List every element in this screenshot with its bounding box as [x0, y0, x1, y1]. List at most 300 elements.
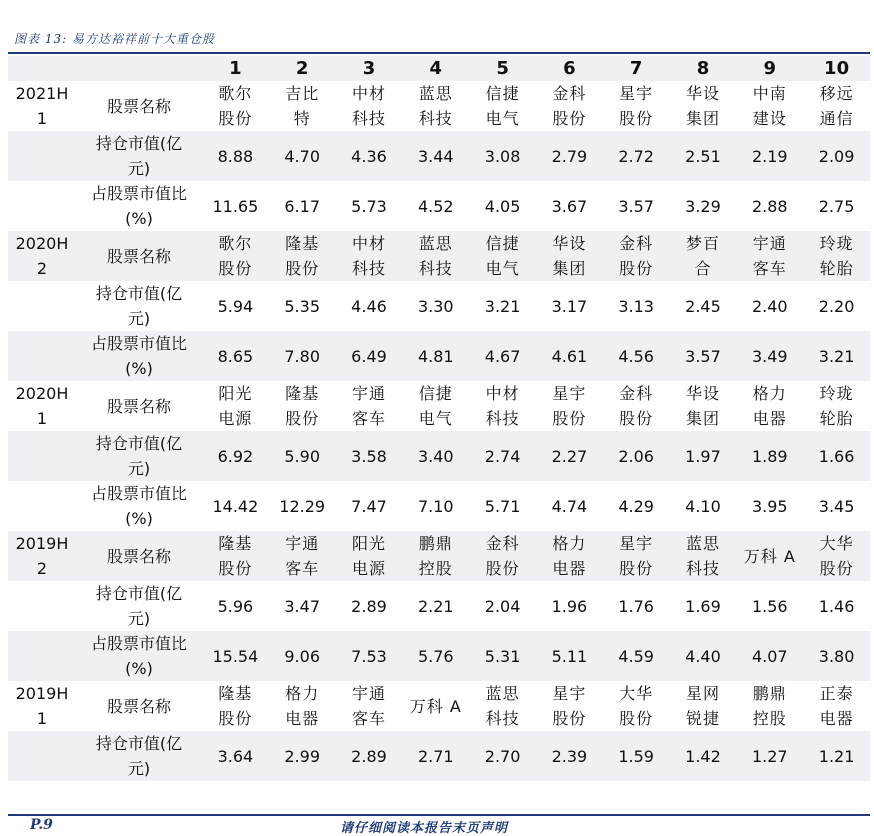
cell-value: 4.67 — [484, 346, 521, 366]
period-cell — [8, 181, 76, 231]
period-cell — [8, 581, 76, 631]
cell-value: 11.65 — [212, 196, 259, 216]
stock-name-cell — [202, 231, 269, 281]
stock-name: 梦百 合 — [685, 234, 720, 278]
table-row — [8, 481, 870, 531]
period-cell — [8, 731, 76, 781]
stock-name-cell — [803, 381, 870, 431]
stock-name-cell — [336, 81, 403, 131]
stock-name: 信捷 电气 — [485, 84, 520, 128]
cell-value: 1.76 — [618, 596, 654, 616]
cell-value: 6.92 — [217, 446, 254, 466]
value-cell — [269, 281, 336, 331]
cell-value: 5.94 — [217, 296, 254, 316]
stock-name-cell — [603, 81, 670, 131]
stock-name-cell — [469, 381, 536, 431]
stock-name-cell — [402, 81, 469, 131]
cell-value: 2.89 — [351, 746, 387, 766]
value-cell — [670, 731, 737, 781]
table-row — [8, 631, 870, 681]
stock-name-cell — [469, 531, 536, 581]
column-header-3: 3 — [336, 56, 403, 81]
value-cell — [803, 431, 870, 481]
value-cell — [202, 481, 269, 531]
cell-value: 1.46 — [818, 596, 855, 616]
stock-name: 宇通 客车 — [351, 384, 386, 428]
value-cell — [269, 631, 336, 681]
cell-value: 4.59 — [618, 646, 654, 666]
cell-value: 3.21 — [484, 296, 521, 316]
stock-name-cell — [402, 381, 469, 431]
value-cell — [402, 431, 469, 481]
stock-name: 隆基 股份 — [285, 384, 320, 428]
cell-value: 3.21 — [818, 346, 855, 366]
stock-name: 中材 科技 — [351, 234, 386, 278]
holdings-table — [8, 56, 870, 781]
column-header-6: 6 — [536, 56, 603, 81]
value-cell — [736, 631, 803, 681]
value-cell — [803, 331, 870, 381]
metric-cell — [76, 131, 202, 181]
value-cell — [402, 331, 469, 381]
stock-name: 万科 A — [743, 546, 796, 566]
header-blank-period — [8, 56, 76, 81]
stock-name: 蓝思 科技 — [418, 84, 453, 128]
cell-value: 1.66 — [818, 446, 855, 466]
stock-name-cell — [736, 531, 803, 581]
stock-name: 信捷 电气 — [418, 384, 453, 428]
cell-value: 3.29 — [685, 196, 721, 216]
value-cell — [202, 181, 269, 231]
cell-value: 2.51 — [685, 146, 721, 166]
value-cell — [603, 731, 670, 781]
cell-value: 5.96 — [217, 596, 254, 616]
cell-value: 7.53 — [351, 646, 387, 666]
stock-name: 隆基 股份 — [218, 684, 253, 728]
cell-value: 4.36 — [351, 146, 387, 166]
metric-label: 持仓市值(亿 元) — [95, 584, 183, 628]
stock-name-cell — [736, 231, 803, 281]
value-cell — [736, 281, 803, 331]
period-cell — [8, 281, 76, 331]
value-cell — [269, 481, 336, 531]
stock-name: 隆基 股份 — [285, 234, 320, 278]
table-caption: 图表 13: 易方达裕祥前十大重仓股 — [14, 32, 215, 46]
cell-value: 1.97 — [685, 446, 721, 466]
stock-name-cell — [402, 531, 469, 581]
cell-value: 5.11 — [551, 646, 588, 666]
stock-name: 大华 股份 — [619, 684, 654, 728]
cell-value: 2.75 — [818, 196, 855, 216]
stock-name: 中材 科技 — [485, 384, 520, 428]
period-cell — [8, 131, 76, 181]
value-cell — [402, 281, 469, 331]
value-cell — [603, 181, 670, 231]
stock-name: 星宇 股份 — [552, 684, 587, 728]
column-header-2: 2 — [269, 56, 336, 81]
stock-name: 金科 股份 — [619, 234, 654, 278]
cell-value: 2.45 — [685, 296, 721, 316]
table-row — [8, 681, 870, 731]
value-cell — [202, 281, 269, 331]
metric-cell — [76, 181, 202, 231]
stock-name: 宇通 客车 — [285, 534, 320, 578]
metric-cell — [76, 231, 202, 281]
cell-value: 2.70 — [484, 746, 521, 766]
cell-value: 2.06 — [618, 446, 654, 466]
value-cell — [202, 431, 269, 481]
value-cell — [402, 131, 469, 181]
cell-value: 3.57 — [685, 346, 721, 366]
value-cell — [336, 181, 403, 231]
cell-value: 3.67 — [551, 196, 588, 216]
stock-name: 中材 科技 — [351, 84, 386, 128]
stock-name-cell — [469, 81, 536, 131]
stock-name: 鹏鼎 控股 — [752, 684, 787, 728]
cell-value: 3.44 — [417, 146, 454, 166]
column-header-8: 8 — [670, 56, 737, 81]
stock-name: 玲珑 轮胎 — [819, 234, 854, 278]
stock-name-cell — [670, 681, 737, 731]
stock-name-cell — [336, 531, 403, 581]
table-row — [8, 81, 870, 131]
cell-value: 3.17 — [551, 296, 588, 316]
value-cell — [336, 481, 403, 531]
table-row — [8, 531, 870, 581]
column-header-5: 5 — [469, 56, 536, 81]
value-cell — [536, 731, 603, 781]
metric-label: 股票名称 — [106, 696, 171, 716]
cell-value: 6.49 — [351, 346, 387, 366]
period-label: 2020H 1 — [15, 384, 69, 428]
stock-name: 阳光 电源 — [218, 384, 253, 428]
stock-name: 万科 A — [409, 696, 462, 716]
cell-value: 3.64 — [217, 746, 254, 766]
cell-value: 2.89 — [351, 596, 387, 616]
stock-name: 格力 电器 — [752, 384, 787, 428]
value-cell — [536, 131, 603, 181]
metric-label: 持仓市值(亿 元) — [95, 734, 183, 778]
cell-value: 12.29 — [279, 496, 326, 516]
value-cell — [670, 431, 737, 481]
value-cell — [736, 181, 803, 231]
value-cell — [803, 731, 870, 781]
cell-value: 5.90 — [284, 446, 320, 466]
stock-name: 蓝思 科技 — [485, 684, 520, 728]
value-cell — [269, 731, 336, 781]
value-cell — [536, 181, 603, 231]
metric-label: 占股票市值比 (%) — [90, 334, 187, 378]
value-cell — [603, 331, 670, 381]
stock-name: 歌尔 股份 — [218, 234, 253, 278]
value-cell — [269, 181, 336, 231]
cell-value: 1.69 — [685, 596, 721, 616]
stock-name-cell — [469, 231, 536, 281]
cell-value: 9.06 — [284, 646, 320, 666]
value-cell — [736, 481, 803, 531]
stock-name-cell — [536, 681, 603, 731]
cell-value: 5.35 — [284, 296, 320, 316]
metric-label: 持仓市值(亿 元) — [95, 284, 183, 328]
stock-name: 吉比 特 — [285, 84, 320, 128]
cell-value: 2.79 — [551, 146, 588, 166]
period-cell — [8, 681, 76, 731]
cell-value: 4.05 — [484, 196, 521, 216]
period-cell — [8, 481, 76, 531]
value-cell — [603, 481, 670, 531]
metric-cell — [76, 381, 202, 431]
cell-value: 7.10 — [417, 496, 454, 516]
table-row — [8, 731, 870, 781]
period-label: 2020H 2 — [15, 234, 69, 278]
value-cell — [202, 131, 269, 181]
cell-value: 4.81 — [417, 346, 454, 366]
value-cell — [469, 731, 536, 781]
value-cell — [269, 431, 336, 481]
value-cell — [803, 131, 870, 181]
stock-name-cell — [336, 681, 403, 731]
cell-value: 4.07 — [751, 646, 788, 666]
value-cell — [202, 331, 269, 381]
cell-value: 4.29 — [618, 496, 654, 516]
period-cell — [8, 431, 76, 481]
stock-name-cell — [603, 381, 670, 431]
stock-name-cell — [202, 681, 269, 731]
stock-name-cell — [736, 381, 803, 431]
value-cell — [269, 581, 336, 631]
metric-label: 占股票市值比 (%) — [90, 184, 187, 228]
stock-name-cell — [803, 231, 870, 281]
cell-value: 4.61 — [551, 346, 588, 366]
stock-name-cell — [736, 681, 803, 731]
cell-value: 4.46 — [351, 296, 387, 316]
cell-value: 2.74 — [484, 446, 521, 466]
value-cell — [402, 181, 469, 231]
cell-value: 1.21 — [818, 746, 855, 766]
stock-name-cell — [402, 681, 469, 731]
column-header-7: 7 — [603, 56, 670, 81]
cell-value: 15.54 — [212, 646, 259, 666]
cell-value: 4.56 — [618, 346, 654, 366]
cell-value: 7.80 — [284, 346, 320, 366]
cell-value: 8.65 — [217, 346, 254, 366]
stock-name: 华设 集团 — [685, 84, 720, 128]
stock-name-cell — [670, 81, 737, 131]
value-cell — [736, 431, 803, 481]
value-cell — [603, 631, 670, 681]
cell-value: 2.21 — [417, 596, 454, 616]
table-row — [8, 181, 870, 231]
cell-value: 3.58 — [351, 446, 387, 466]
value-cell — [536, 481, 603, 531]
cell-value: 7.47 — [351, 496, 387, 516]
stock-name: 星宇 股份 — [552, 384, 587, 428]
value-cell — [469, 581, 536, 631]
column-header-9: 9 — [736, 56, 803, 81]
value-cell — [536, 631, 603, 681]
cell-value: 2.88 — [751, 196, 788, 216]
table-row — [8, 381, 870, 431]
cell-value: 1.56 — [751, 596, 788, 616]
value-cell — [469, 481, 536, 531]
cell-value: 1.96 — [551, 596, 588, 616]
cell-value: 3.47 — [284, 596, 320, 616]
stock-name: 歌尔 股份 — [218, 84, 253, 128]
cell-value: 1.59 — [618, 746, 654, 766]
stock-name: 华设 集团 — [685, 384, 720, 428]
value-cell — [469, 131, 536, 181]
metric-cell — [76, 481, 202, 531]
bottom-rule — [8, 814, 870, 816]
stock-name: 正泰 电器 — [819, 684, 854, 728]
cell-value: 5.73 — [351, 196, 387, 216]
stock-name-cell — [536, 531, 603, 581]
cell-value: 2.20 — [818, 296, 855, 316]
stock-name: 金科 股份 — [552, 84, 587, 128]
value-cell — [202, 631, 269, 681]
stock-name: 大华 股份 — [819, 534, 854, 578]
cell-value: 3.13 — [618, 296, 654, 316]
stock-name-cell — [803, 531, 870, 581]
stock-name-cell — [536, 231, 603, 281]
stock-name: 中南 建设 — [752, 84, 787, 128]
value-cell — [269, 131, 336, 181]
cell-value: 4.74 — [551, 496, 588, 516]
period-cell — [8, 231, 76, 281]
cell-value: 8.88 — [217, 146, 254, 166]
metric-cell — [76, 331, 202, 381]
table-row — [8, 431, 870, 481]
value-cell — [670, 581, 737, 631]
cell-value: 3.08 — [484, 146, 521, 166]
value-cell — [670, 481, 737, 531]
period-cell — [8, 331, 76, 381]
period-label: 2019H 2 — [15, 534, 69, 578]
value-cell — [336, 131, 403, 181]
value-cell — [736, 331, 803, 381]
metric-cell — [76, 81, 202, 131]
cell-value: 4.70 — [284, 146, 320, 166]
table-body — [8, 81, 870, 781]
metric-label: 股票名称 — [106, 396, 171, 416]
stock-name-cell — [736, 81, 803, 131]
table-row — [8, 581, 870, 631]
cell-value: 5.71 — [484, 496, 521, 516]
value-cell — [536, 331, 603, 381]
cell-value: 4.52 — [417, 196, 454, 216]
stock-name-cell — [269, 681, 336, 731]
cell-value: 2.39 — [551, 746, 588, 766]
value-cell — [803, 481, 870, 531]
metric-label: 持仓市值(亿 元) — [95, 434, 183, 478]
value-cell — [336, 431, 403, 481]
metric-label: 股票名称 — [106, 546, 171, 566]
cell-value: 1.89 — [751, 446, 788, 466]
value-cell — [402, 481, 469, 531]
table-row — [8, 231, 870, 281]
stock-name-cell — [536, 381, 603, 431]
metric-cell — [76, 581, 202, 631]
stock-name: 隆基 股份 — [218, 534, 253, 578]
stock-name: 星网 锐捷 — [685, 684, 720, 728]
column-header-1: 1 — [202, 56, 269, 81]
metric-cell — [76, 281, 202, 331]
stock-name: 星宇 股份 — [619, 534, 654, 578]
value-cell — [670, 131, 737, 181]
period-cell — [8, 631, 76, 681]
value-cell — [670, 181, 737, 231]
value-cell — [469, 331, 536, 381]
value-cell — [536, 581, 603, 631]
period-cell — [8, 381, 76, 431]
stock-name-cell — [402, 231, 469, 281]
value-cell — [469, 431, 536, 481]
value-cell — [736, 731, 803, 781]
value-cell — [202, 731, 269, 781]
cell-value: 14.42 — [212, 496, 259, 516]
value-cell — [736, 131, 803, 181]
table-row — [8, 281, 870, 331]
period-cell — [8, 81, 76, 131]
cell-value: 3.49 — [751, 346, 788, 366]
metric-label: 占股票市值比 (%) — [90, 484, 187, 528]
metric-cell — [76, 431, 202, 481]
value-cell — [670, 281, 737, 331]
stock-name: 格力 电器 — [285, 684, 320, 728]
value-cell — [336, 281, 403, 331]
column-header-4: 4 — [402, 56, 469, 81]
cell-value: 5.76 — [417, 646, 454, 666]
stock-name: 移远 通信 — [819, 84, 854, 128]
header-blank-metric — [76, 56, 202, 81]
cell-value: 3.30 — [417, 296, 454, 316]
cell-value: 3.95 — [751, 496, 788, 516]
footer-disclaimer: 请仔细阅读本报告末页声明 — [340, 821, 509, 836]
table-row — [8, 331, 870, 381]
metric-cell — [76, 731, 202, 781]
stock-name-cell — [803, 81, 870, 131]
value-cell — [603, 431, 670, 481]
stock-name: 玲珑 轮胎 — [819, 384, 854, 428]
table-row — [8, 131, 870, 181]
stock-name: 蓝思 科技 — [418, 234, 453, 278]
cell-value: 2.04 — [484, 596, 521, 616]
value-cell — [670, 631, 737, 681]
stock-name-cell — [670, 381, 737, 431]
stock-name: 金科 股份 — [485, 534, 520, 578]
value-cell — [803, 631, 870, 681]
stock-name: 宇通 客车 — [752, 234, 787, 278]
stock-name: 阳光 电源 — [351, 534, 386, 578]
period-label: 2019H 1 — [15, 684, 69, 728]
stock-name-cell — [269, 81, 336, 131]
value-cell — [670, 331, 737, 381]
value-cell — [536, 281, 603, 331]
value-cell — [469, 281, 536, 331]
cell-value: 2.40 — [751, 296, 788, 316]
value-cell — [803, 581, 870, 631]
stock-name: 华设 集团 — [552, 234, 587, 278]
page-number: P.9 — [30, 817, 53, 833]
stock-name: 信捷 电气 — [485, 234, 520, 278]
period-cell — [8, 531, 76, 581]
metric-label: 股票名称 — [106, 246, 171, 266]
cell-value: 3.40 — [417, 446, 454, 466]
stock-name-cell — [536, 81, 603, 131]
value-cell — [402, 581, 469, 631]
value-cell — [269, 331, 336, 381]
stock-name-cell — [603, 681, 670, 731]
